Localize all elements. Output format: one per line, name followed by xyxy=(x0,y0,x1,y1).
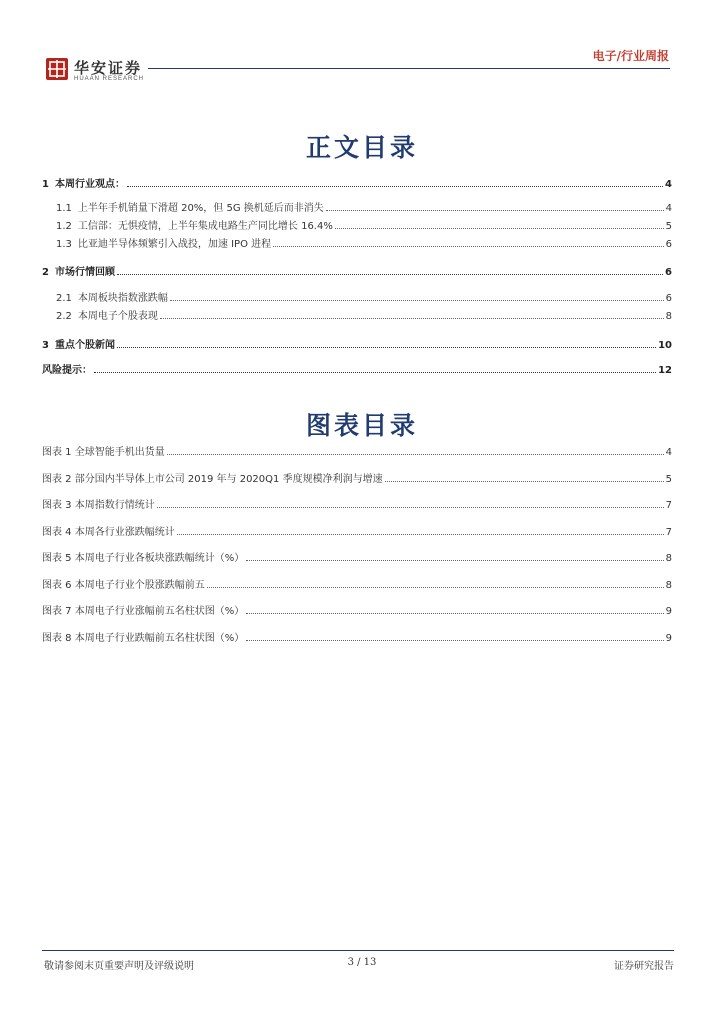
figure-leader xyxy=(385,480,664,482)
figure-entry[interactable] xyxy=(42,442,672,458)
figure-leader xyxy=(246,612,663,614)
figure-entry-page: 5 xyxy=(665,474,672,485)
toc-entry[interactable] xyxy=(42,234,672,250)
toc-title: 正文目录 xyxy=(305,133,418,162)
figure-entry[interactable] xyxy=(42,469,672,485)
report-type: 电子/行业周报 xyxy=(592,49,669,63)
footer-report-label: 证券研究报告 xyxy=(614,961,674,972)
toc-leader xyxy=(273,245,664,247)
toc-leader xyxy=(127,185,663,187)
page-number: 3 / 13 xyxy=(347,957,377,968)
toc-entry-number: 1.3 xyxy=(56,239,72,250)
toc-entry[interactable] xyxy=(42,360,672,376)
header-divider xyxy=(148,68,670,69)
toc-entry[interactable] xyxy=(42,306,672,322)
toc-entry[interactable] xyxy=(42,288,672,304)
figure-leader xyxy=(157,506,664,508)
figure-entry-label: 图表 1 全球智能手机出货量 xyxy=(42,447,165,458)
figure-entry-page: 9 xyxy=(665,606,672,617)
figure-entry-label: 图表 7 本周电子行业涨幅前五名柱状图（%） xyxy=(42,606,245,617)
footer-divider xyxy=(42,950,674,951)
figure-leader xyxy=(177,533,664,535)
toc-entry-number: 1.1 xyxy=(56,203,72,214)
toc-leader xyxy=(117,346,656,348)
toc-entry-number: 2.2 xyxy=(56,311,72,322)
toc-leader xyxy=(94,371,656,373)
figure-entry-label: 图表 4 本周各行业涨跌幅统计 xyxy=(42,527,175,538)
toc-entry-text: 工信部：无惧疫情，上半年集成电路生产同比增长 16.4% xyxy=(77,221,333,232)
figure-entry-label: 图表 3 本周指数行情统计 xyxy=(42,500,155,511)
figure-entry-page: 9 xyxy=(665,633,672,644)
toc-entry-text: 比亚迪半导体频繁引入战投，加速 IPO 进程 xyxy=(77,239,272,250)
figure-entry[interactable] xyxy=(42,495,672,511)
figure-entry[interactable] xyxy=(42,628,672,644)
figure-entry-page: 8 xyxy=(665,580,672,591)
toc-entry-page: 10 xyxy=(658,340,672,351)
footer-disclaimer: 敬请参阅末页重要声明及评级说明 xyxy=(44,961,194,972)
figure-leader xyxy=(246,559,663,561)
toc-entry-page: 4 xyxy=(665,203,672,214)
toc-entry-page: 4 xyxy=(665,179,672,190)
figure-leader xyxy=(207,586,664,588)
toc-entry-text: 上半年手机销量下滑超 20%，但 5G 换机延后而非消失 xyxy=(77,203,324,214)
toc-leader xyxy=(117,273,663,275)
toc-entry[interactable] xyxy=(42,216,672,232)
figure-entry-page: 8 xyxy=(665,553,672,564)
toc-leader xyxy=(326,209,664,211)
toc-entry[interactable] xyxy=(42,335,672,351)
page-header xyxy=(0,0,724,90)
toc-entry-text: 市场行情回顾 xyxy=(54,267,115,278)
figure-entry[interactable] xyxy=(42,575,672,591)
toc-entry-page: 8 xyxy=(665,311,672,322)
toc-entry-text: 重点个股新闻 xyxy=(54,340,115,351)
toc-entry-page: 5 xyxy=(665,221,672,232)
toc-entry-number: 2.1 xyxy=(56,293,72,304)
toc-entry-text: 本周电子个股表现 xyxy=(77,311,158,322)
figure-entry[interactable] xyxy=(42,522,672,538)
toc-entry-text: 风险提示： xyxy=(42,365,92,376)
figure-entry-page: 7 xyxy=(665,527,672,538)
toc-entry-number: 2 xyxy=(42,267,49,278)
toc-leader xyxy=(170,299,664,301)
figure-leader xyxy=(167,453,664,455)
figure-entry[interactable] xyxy=(42,548,672,564)
figure-entry-page: 4 xyxy=(665,447,672,458)
toc-entry-page: 6 xyxy=(665,239,672,250)
toc-entry[interactable] xyxy=(42,262,672,278)
figure-entry-page: 7 xyxy=(665,500,672,511)
figure-entry-label: 图表 5 本周电子行业各板块涨跌幅统计（%） xyxy=(42,553,245,564)
toc-leader xyxy=(160,317,664,319)
figure-entry[interactable] xyxy=(42,601,672,617)
toc-entry-number: 3 xyxy=(42,340,49,351)
toc-entry-page: 6 xyxy=(665,267,672,278)
toc-entry[interactable] xyxy=(42,198,672,214)
logo-icon xyxy=(46,58,68,80)
figure-entry-label: 图表 2 部分国内半导体上市公司 2019 年与 2020Q1 季度规模净利润与增速 xyxy=(42,474,383,485)
toc-entry-page: 6 xyxy=(665,293,672,304)
figures-title: 图表目录 xyxy=(305,411,418,440)
toc-entry-text: 本周行业观点： xyxy=(54,179,125,190)
toc-leader xyxy=(335,227,664,229)
toc-entry-number: 1 xyxy=(42,179,49,190)
toc-entry-number: 1.2 xyxy=(56,221,72,232)
figure-leader xyxy=(246,639,663,641)
toc-entry[interactable] xyxy=(42,174,672,190)
logo-subtext: HUAAN RESEARCH xyxy=(74,76,145,82)
figure-entry-label: 图表 6 本周电子行业个股涨跌幅前五 xyxy=(42,580,205,591)
toc-entry-text: 本周板块指数涨跌幅 xyxy=(77,293,168,304)
toc-entry-page: 12 xyxy=(658,365,672,376)
logo-text: 华安证券 xyxy=(74,59,143,77)
figure-entry-label: 图表 8 本周电子行业跌幅前五名柱状图（%） xyxy=(42,633,245,644)
